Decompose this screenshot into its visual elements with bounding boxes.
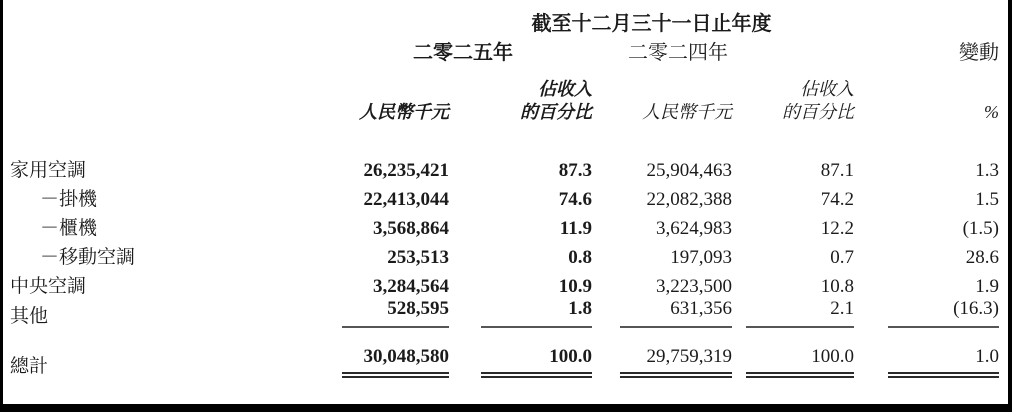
cell-2024-pct: 2.1 <box>732 298 854 328</box>
revenue-breakdown-table <box>6 6 999 378</box>
page-edge-right <box>1008 0 1012 412</box>
cell-2024-rmb: 3,624,983 <box>656 218 732 239</box>
cell-2025-pct: 10.9 <box>558 276 592 297</box>
cell-change: 1.0 <box>854 346 999 378</box>
table-row-portable-ac <box>6 240 999 269</box>
cell-2024-pct: 10.8 <box>820 276 854 297</box>
table-row-floor-standing <box>6 211 999 240</box>
spacer-cell <box>854 6 999 36</box>
cell-2024-pct: 87.1 <box>820 160 854 181</box>
cell-2025-rmb: 26,235,421 <box>363 160 449 181</box>
table-row <box>6 65 999 123</box>
col-header-2024-pct-line2: 的百分比 <box>782 101 854 122</box>
year-2024-header: 二零二四年 <box>628 42 728 64</box>
cell-2025-rmb: 3,568,864 <box>373 218 449 239</box>
row-label: 中央空調 <box>10 276 87 297</box>
cell-2024-rmb: 3,223,500 <box>656 276 732 297</box>
cell-2024-rmb: 29,759,319 <box>592 346 732 378</box>
page-edge-left <box>0 0 3 412</box>
table-row-others <box>6 298 999 328</box>
col-header-2025-pct-line2: 的百分比 <box>520 101 592 122</box>
table-row-wall-mounted <box>6 182 999 211</box>
table-row-central-ac <box>6 269 999 298</box>
cell-2024-rmb: 197,093 <box>670 247 732 268</box>
spacer-cell <box>6 65 334 123</box>
page-edge-bottom <box>0 404 1012 412</box>
col-header-2025-rmb: 人民幣千元 <box>359 101 449 122</box>
spacer-cell <box>6 6 449 36</box>
col-header-change-pct: % <box>984 101 999 122</box>
row-label: 家用空調 <box>10 160 87 181</box>
col-header-2024-pct <box>732 65 854 123</box>
cell-2025-rmb: 3,284,564 <box>373 276 449 297</box>
col-header-2025-pct-line1: 佔收入 <box>538 79 592 99</box>
cell-change: (16.3) <box>854 298 999 328</box>
row-label: －移動空調 <box>40 247 136 268</box>
year-2025-header: 二零二五年 <box>413 42 513 64</box>
col-header-2025-pct <box>449 65 592 123</box>
table-row <box>6 36 999 65</box>
col-header-2024-pct-line1: 佔收入 <box>800 79 854 99</box>
cell-2024-pct: 0.7 <box>830 247 854 268</box>
row-label: 其他 <box>10 306 49 327</box>
change-header: 變動 <box>959 42 999 64</box>
cell-change: 1.9 <box>975 276 999 297</box>
cell-2025-rmb: 22,413,044 <box>363 189 449 210</box>
cell-2025-pct: 11.9 <box>559 218 592 239</box>
cell-2024-rmb: 631,356 <box>592 298 732 328</box>
row-label: 總計 <box>10 356 49 377</box>
cell-2025-rmb: 528,595 <box>334 298 449 328</box>
cell-change: 28.6 <box>965 247 999 268</box>
cell-2025-pct: 1.8 <box>449 298 592 328</box>
row-label: －櫃機 <box>40 218 98 239</box>
table-row-household-ac <box>6 153 999 182</box>
cell-2025-pct: 74.6 <box>558 189 592 210</box>
table-row <box>6 6 999 36</box>
spacer-row <box>6 328 999 346</box>
row-label: －掛機 <box>40 189 98 210</box>
cell-2024-rmb: 22,082,388 <box>646 189 732 210</box>
cell-change: 1.5 <box>975 189 999 210</box>
cell-2025-pct: 100.0 <box>449 346 592 378</box>
cell-2024-pct: 100.0 <box>732 346 854 378</box>
cell-2024-pct: 74.2 <box>820 189 854 210</box>
col-header-2024-rmb: 人民幣千元 <box>642 101 732 122</box>
spacer-cell <box>6 36 334 65</box>
cell-2025-rmb: 30,048,580 <box>334 346 449 378</box>
spacer-row <box>6 123 999 153</box>
period-title: 截至十二月三十一日止年度 <box>531 13 772 35</box>
table-row-total <box>6 346 999 378</box>
cell-change: 1.3 <box>975 160 999 181</box>
cell-change: (1.5) <box>962 218 999 239</box>
cell-2025-pct: 87.3 <box>558 160 592 181</box>
cell-2024-rmb: 25,904,463 <box>646 160 732 181</box>
cell-2024-pct: 12.2 <box>820 218 854 239</box>
cell-2025-rmb: 253,513 <box>387 247 449 268</box>
cell-2025-pct: 0.8 <box>568 247 592 268</box>
